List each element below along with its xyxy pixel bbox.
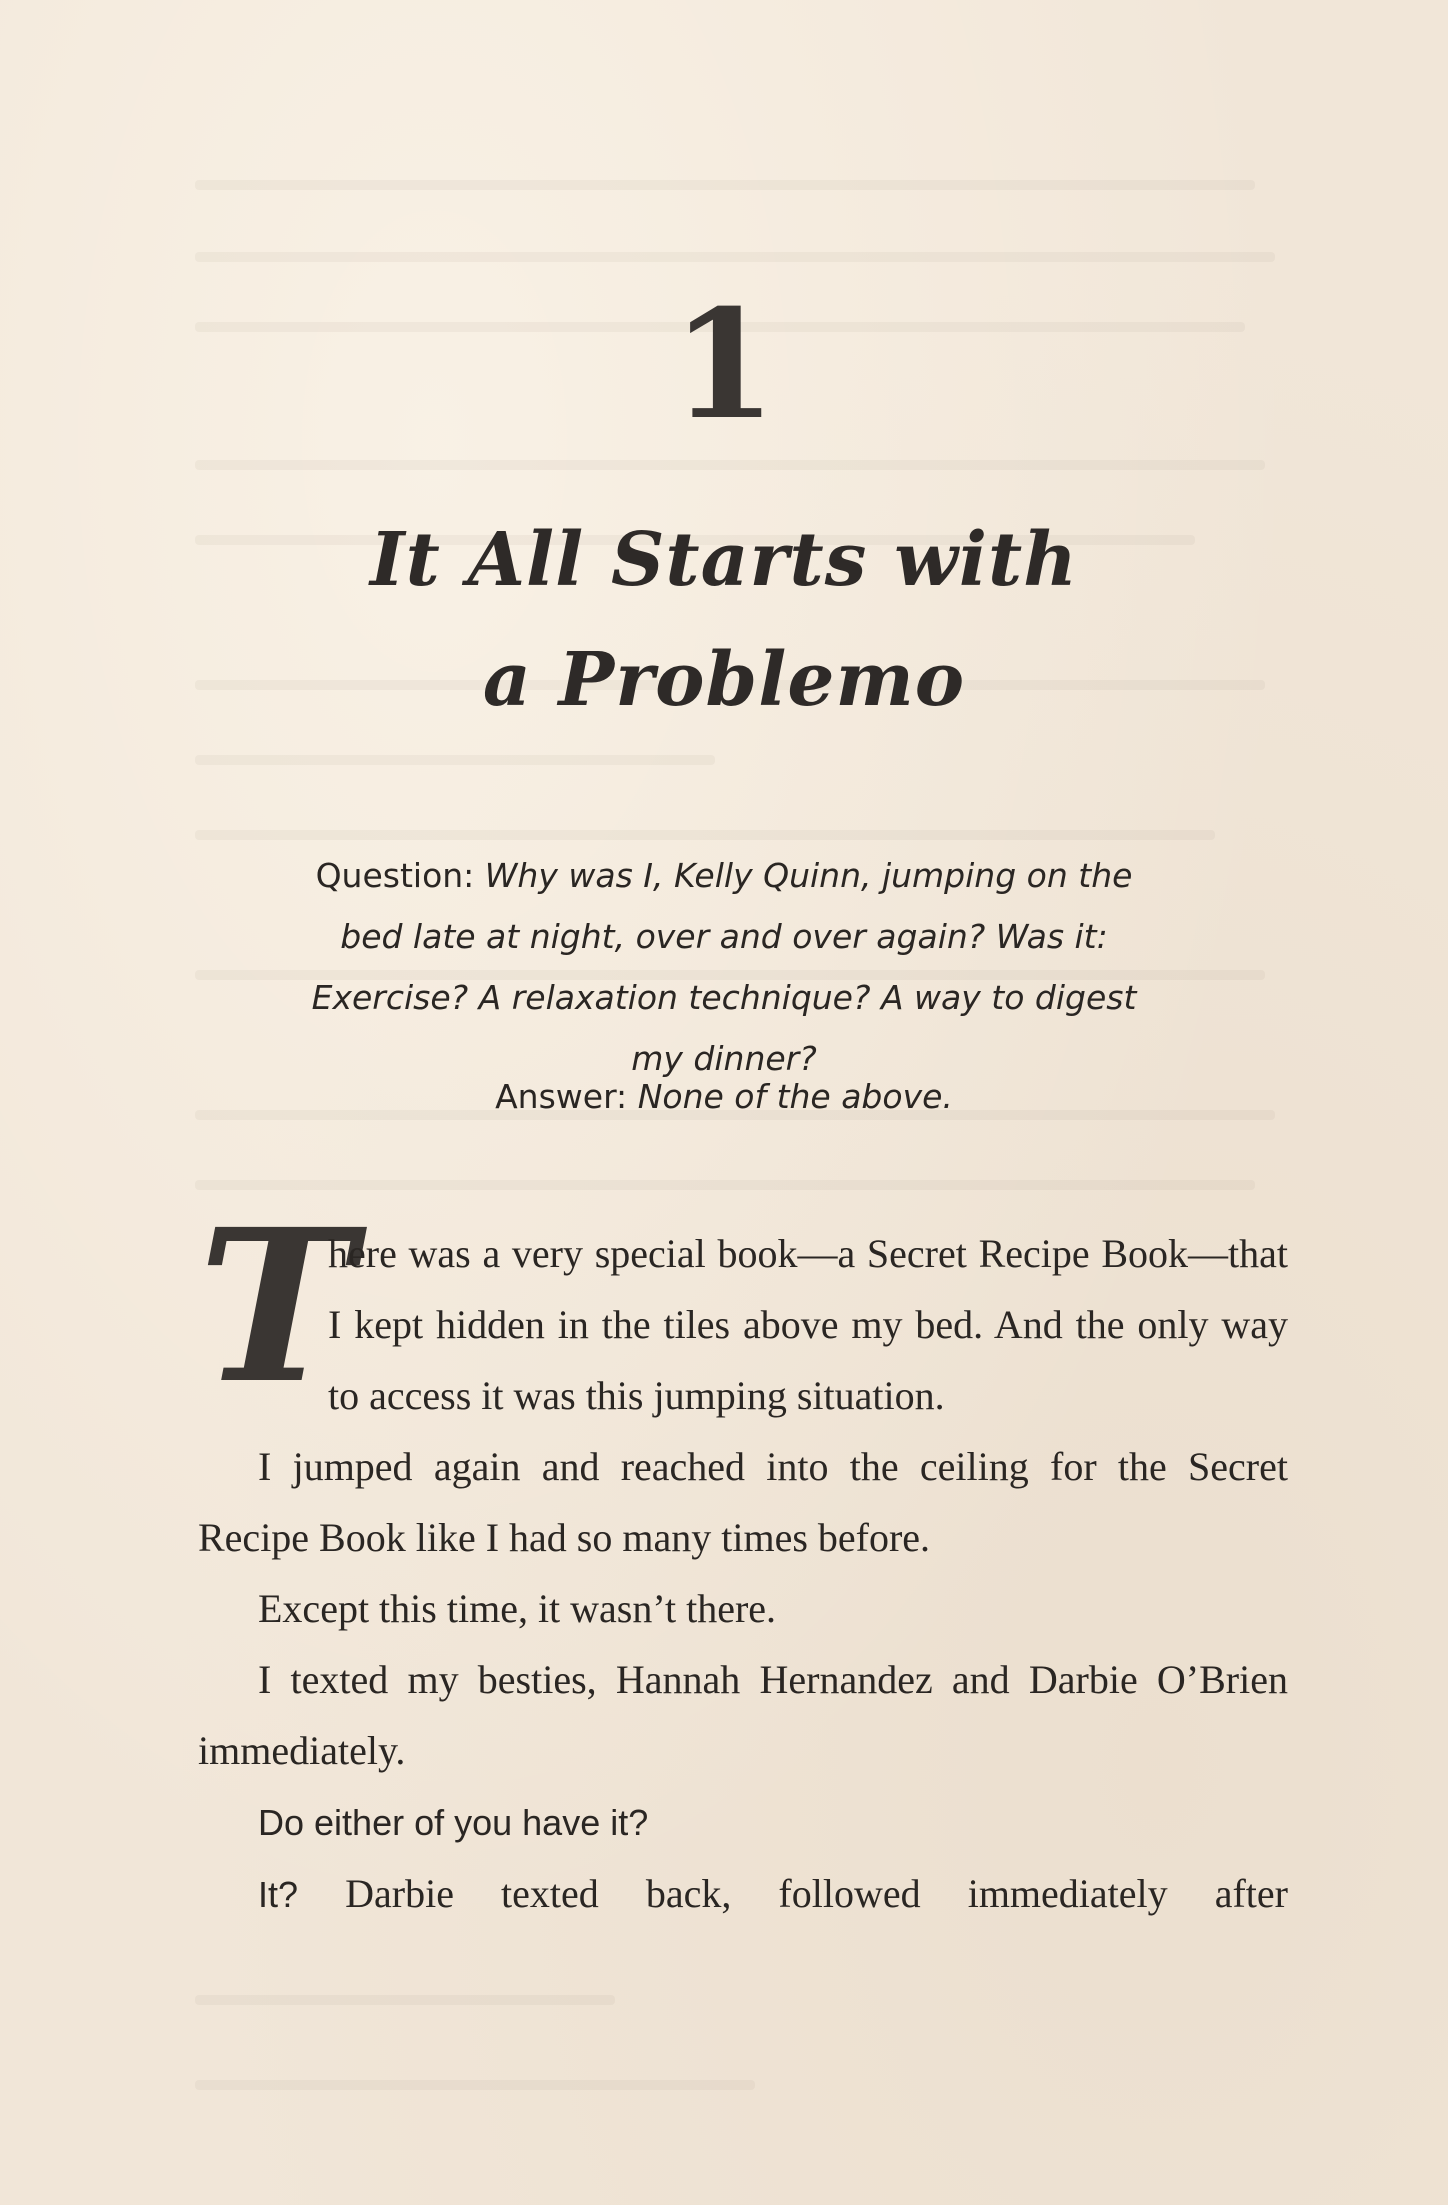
body-text bbox=[198, 1183, 1288, 2001]
chapter-title bbox=[0, 500, 1448, 740]
paragraph-1 bbox=[198, 1183, 1288, 1431]
show-through-line bbox=[195, 755, 715, 765]
paragraph-5 bbox=[198, 1786, 1288, 1858]
paragraph-6-text: Darbie texted back, followed immediately after bbox=[298, 1871, 1288, 1916]
paragraph-4-text: I texted my besties, Hannah Hernandez and Darbie O’Brien immediately. bbox=[198, 1657, 1288, 1773]
chapter-number: 1 bbox=[671, 277, 777, 453]
text-message: It? bbox=[258, 1874, 299, 1915]
paragraph-2-text: I jumped again and reached into the ceiling for the Secret Recipe Book like I had so many times before. bbox=[198, 1444, 1288, 1560]
paragraph-4 bbox=[198, 1644, 1288, 1786]
chapter-title-line-2: a Problemo bbox=[482, 637, 966, 723]
show-through-line bbox=[195, 180, 1255, 190]
question-block bbox=[0, 845, 1448, 1089]
paragraph-6 bbox=[198, 1858, 1288, 2001]
show-through-line bbox=[195, 1180, 1255, 1190]
question-text: Why was I, Kelly Quinn, jumping on the bed late at night, over and over again? Was it: Exercise? A relaxation technique? A way to digest my dinner? bbox=[311, 856, 1137, 1078]
show-through-line bbox=[195, 830, 1215, 840]
question-label: Question: bbox=[315, 856, 475, 895]
paragraph-2 bbox=[198, 1431, 1288, 1573]
paragraph-1-text: here was a very special book—a Secret Recipe Book—that I kept hidden in the tiles above my bed. And the only way to access it was this jumping situation. bbox=[328, 1231, 1288, 1418]
paragraph-3 bbox=[198, 1573, 1288, 1644]
answer-text: None of the above. bbox=[637, 1077, 953, 1116]
show-through-line bbox=[195, 2080, 755, 2090]
show-through-line bbox=[195, 252, 1275, 262]
paragraph-3-text: Except this time, it wasn’t there. bbox=[258, 1586, 777, 1631]
show-through-line bbox=[195, 460, 1265, 470]
answer-label: Answer: bbox=[495, 1077, 628, 1116]
text-message: Do either of you have it? bbox=[258, 1802, 649, 1843]
chapter-title-line-1: It All Starts with bbox=[370, 517, 1078, 603]
drop-cap: T bbox=[198, 1183, 355, 1430]
answer-block bbox=[0, 1066, 1448, 1127]
